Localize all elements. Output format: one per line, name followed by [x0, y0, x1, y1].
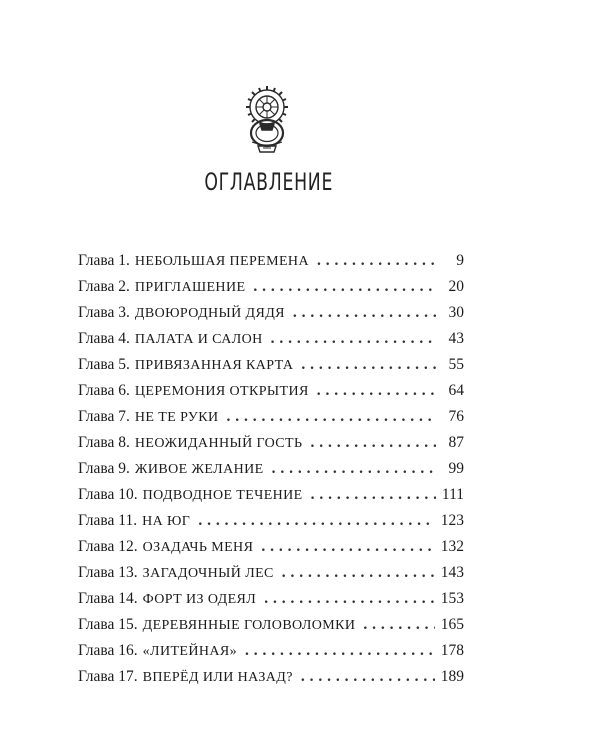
page-number: 9 [456, 252, 464, 269]
chapter-title: ПРИГЛАШЕНИЕ [134, 280, 246, 295]
page-number: 76 [448, 408, 464, 425]
chapter-number: Глава 2. [78, 278, 130, 295]
chapter-title: ДВОЮРОДНЫЙ ДЯДЯ [134, 306, 285, 321]
chapter-number: Глава 15. [78, 616, 138, 633]
page-title: ОГЛАВЛЕНИЕ [204, 168, 334, 196]
chapter-title: ЦЕРЕМОНИЯ ОТКРЫТИЯ [134, 384, 309, 399]
dot-leader [282, 564, 435, 582]
toc-entry [78, 538, 464, 564]
dot-leader [198, 512, 434, 530]
chapter-title: НЕ ТЕ РУКИ [134, 410, 219, 425]
chapter-number: Глава 9. [78, 460, 130, 477]
chapter-title: НЕОЖИДАННЫЙ ГОСТЬ [134, 436, 303, 451]
page-number: 20 [448, 278, 464, 295]
dot-leader [272, 460, 436, 478]
clockwork-gear-with-ring-icon [236, 80, 298, 162]
chapter-title: ДЕРЕВЯННЫЕ ГОЛОВОЛОМКИ [142, 618, 356, 633]
toc-entry [78, 460, 464, 486]
chapter-number: Глава 12. [78, 538, 138, 555]
page-number: 64 [448, 382, 464, 399]
page-number: 132 [440, 538, 464, 555]
toc-entry [78, 668, 464, 694]
dot-leader [317, 252, 436, 270]
dot-leader [301, 356, 436, 374]
toc-entry [78, 590, 464, 616]
page-number: 178 [440, 642, 464, 659]
dot-leader [311, 486, 436, 504]
chapter-title: НА ЮГ [142, 514, 191, 529]
dot-leader [293, 304, 436, 322]
dot-leader [310, 434, 436, 452]
table-of-contents [78, 252, 464, 694]
chapter-title: ПРИВЯЗАННАЯ КАРТА [134, 358, 294, 373]
toc-entry [78, 512, 464, 538]
chapter-number: Глава 17. [78, 668, 138, 685]
dot-leader [261, 538, 434, 556]
page-number: 153 [440, 590, 464, 607]
chapter-number: Глава 16. [78, 642, 138, 659]
page-number: 99 [448, 460, 464, 477]
chapter-number: Глава 14. [78, 590, 138, 607]
page-number: 87 [448, 434, 464, 451]
chapter-number: Глава 11. [78, 512, 138, 529]
chapter-number: Глава 8. [78, 434, 130, 451]
chapter-number: Глава 6. [78, 382, 130, 399]
toc-entry [78, 616, 464, 642]
toc-entry [78, 252, 464, 278]
chapter-number: Глава 13. [78, 564, 138, 581]
chapter-number: Глава 10. [78, 486, 138, 503]
page-number: 165 [440, 616, 464, 633]
toc-entry [78, 408, 464, 434]
page-number: 189 [440, 668, 464, 685]
dot-leader [264, 590, 435, 608]
chapter-title: ВПЕРЁД ИЛИ НАЗАД? [142, 670, 293, 685]
chapter-title: ОЗАДАЧЬ МЕНЯ [142, 540, 254, 555]
toc-entry [78, 382, 464, 408]
dot-leader [271, 330, 436, 348]
toc-entry [78, 278, 464, 304]
dot-leader [226, 408, 436, 426]
toc-entry [78, 642, 464, 668]
chapter-title: ФОРТ ИЗ ОДЕЯЛ [142, 592, 257, 607]
dot-leader [253, 278, 436, 296]
dot-leader [317, 382, 436, 400]
toc-entry [78, 330, 464, 356]
toc-entry [78, 564, 464, 590]
chapter-number: Глава 3. [78, 304, 130, 321]
page-number: 30 [448, 304, 464, 321]
page-number: 111 [441, 486, 464, 503]
page-number: 43 [448, 330, 464, 347]
toc-entry [78, 356, 464, 382]
chapter-title: ЗАГАДОЧНЫЙ ЛЕС [142, 566, 274, 581]
toc-entry [78, 486, 464, 512]
chapter-title: ПОДВОДНОЕ ТЕЧЕНИЕ [142, 488, 303, 503]
toc-entry [78, 304, 464, 330]
chapter-number: Глава 7. [78, 408, 130, 425]
dot-leader [363, 616, 434, 634]
chapter-number: Глава 5. [78, 356, 130, 373]
dot-leader [245, 642, 435, 660]
page-number: 123 [440, 512, 464, 529]
toc-entry [78, 434, 464, 460]
chapter-title: ПАЛАТА И САЛОН [134, 332, 263, 347]
page-number: 143 [440, 564, 464, 581]
chapter-title: ЖИВОЕ ЖЕЛАНИЕ [134, 462, 264, 477]
page-number: 55 [448, 356, 464, 373]
chapter-number: Глава 4. [78, 330, 130, 347]
chapter-number: Глава 1. [78, 252, 130, 269]
chapter-title: НЕБОЛЬШАЯ ПЕРЕМЕНА [134, 254, 309, 269]
chapter-title: «ЛИТЕЙНАЯ» [142, 644, 238, 659]
dot-leader [301, 668, 435, 686]
